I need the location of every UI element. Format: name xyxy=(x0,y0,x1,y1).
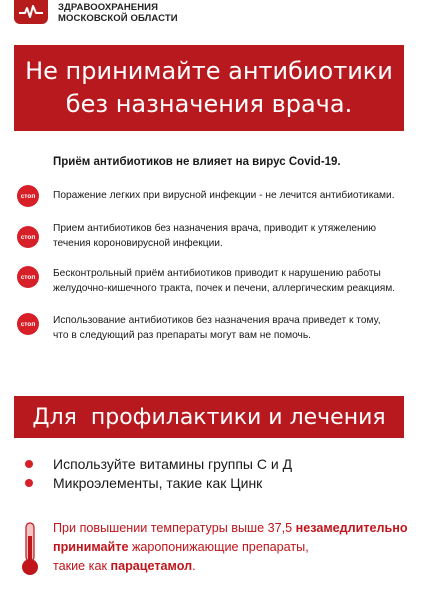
bullet-dot-icon xyxy=(25,460,33,468)
stop-item-text xyxy=(53,188,409,203)
org-name-line2: МОСКОВСКОЙ ОБЛАСТИ xyxy=(58,13,178,24)
stop-sign-icon: стоп xyxy=(17,313,39,335)
stop-sign-icon: стоп xyxy=(17,185,39,207)
stop-item-line: желудочно-кишечного тракта, почек и печени, аллергическим реакциям. xyxy=(53,283,396,294)
stop-item-text xyxy=(53,266,409,296)
stop-item-line: Поражение легких при вирусной инфекции - не лечится антибиотиками. xyxy=(53,190,395,201)
bullet-dot-icon xyxy=(25,479,33,487)
note-emphasis: незамедлительно xyxy=(295,521,408,535)
main-banner-line2: без назначения врача. xyxy=(65,90,353,118)
org-name-line1: ЗДРАВООХРАНЕНИЯ xyxy=(58,2,159,13)
note-emphasis: принимайте xyxy=(53,540,129,554)
stop-item xyxy=(17,266,409,296)
note-text: такие как xyxy=(53,559,111,573)
stop-sign-icon: стоп xyxy=(17,266,39,288)
header-logo xyxy=(14,0,178,26)
stop-item-text xyxy=(53,221,409,251)
intro-statement: Приём антибиотиков не влияет на вирус Covid-19. xyxy=(53,156,341,168)
main-banner-line1: Не принимайте антибиотики xyxy=(25,57,393,85)
stop-item xyxy=(17,313,409,343)
temperature-note-line2 xyxy=(53,538,413,557)
prevention-banner: Для профилактики и лечения xyxy=(14,396,404,438)
temperature-note-line1 xyxy=(53,519,413,538)
stop-item-line: течения короновирусной инфекции. xyxy=(53,238,223,249)
note-text: . xyxy=(192,559,196,573)
stop-item-line: Бесконтрольный приём антибиотиков приводит к нарушению работы xyxy=(53,268,381,279)
list-item xyxy=(25,475,262,491)
stop-item-text xyxy=(53,313,409,343)
thermometer-icon xyxy=(20,522,40,576)
stop-item xyxy=(17,185,409,207)
stop-sign-icon: стоп xyxy=(17,226,39,248)
temperature-note-line3 xyxy=(53,557,413,576)
note-text: При повышении температуры выше 37,5 xyxy=(53,521,296,535)
org-name xyxy=(58,2,178,24)
main-warning-banner xyxy=(14,45,404,131)
list-item xyxy=(25,456,292,472)
list-item-text: Микроэлементы, такие как Цинк xyxy=(53,475,263,491)
note-text: жаропонижающие препараты, xyxy=(128,540,309,554)
temperature-note xyxy=(53,519,413,576)
stop-item xyxy=(17,221,409,251)
stop-item-line: Использование антибиотиков без назначения врача приведет к тому, xyxy=(53,315,381,326)
list-item-text: Используйте витамины группы С и Д xyxy=(53,456,293,472)
stop-item-line: Прием антибиотиков без назначения врача, приводит к утяжелению xyxy=(53,223,377,234)
heartbeat-shield-icon xyxy=(14,0,48,24)
note-emphasis: парацетамол xyxy=(110,559,193,573)
stop-item-line: что в следующий раз препараты могут вам не помочь. xyxy=(53,330,311,341)
